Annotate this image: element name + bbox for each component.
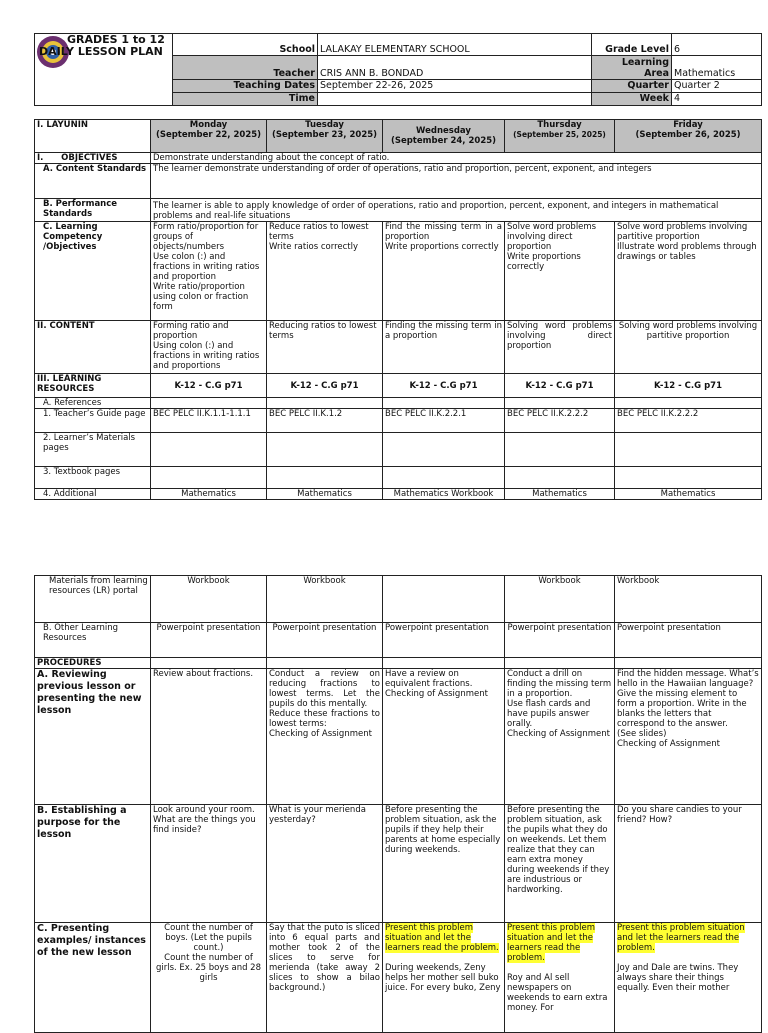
review-wednesday: Have a review on equivalent fractions. Checking of Assignment <box>383 669 505 805</box>
content-monday: Forming ratio and proportion Using colon (:) and fractions in writing ratios and proportions <box>151 321 267 374</box>
grade-value: 6 <box>672 34 762 56</box>
review-thursday: Conduct a drill on finding the missing term in a proportion. Use flash cards and have pupils answer orally. Checking of Assignment <box>505 669 615 805</box>
lesson-plan-table-part2 <box>34 575 762 1033</box>
lesson-plan-header <box>34 33 762 106</box>
school-label: School <box>173 34 318 56</box>
presenting-thursday-problem: Roy and Al sell newspapers on weekends to earn extra money. For <box>507 973 608 1013</box>
tg-wednesday: BEC PELC II.K.2.2.1 <box>383 409 505 433</box>
time-value <box>318 93 592 106</box>
competency-thursday: Solve word problems involving direct proportion Write proportions correctly <box>505 222 615 321</box>
review-label: A. Reviewing previous lesson or presenting the new lesson <box>35 669 151 805</box>
lr-thursday: Workbook <box>505 576 615 623</box>
other-resources-label: B. Other Learning Resources <box>35 623 151 658</box>
other-wednesday: Powerpoint presentation <box>383 623 505 658</box>
lr-friday: Workbook <box>615 576 762 623</box>
resources-thursday: K-12 - C.G p71 <box>505 374 615 398</box>
teachers-guide-label: 1. Teacher’s Guide page <box>35 409 151 433</box>
tg-friday: BEC PELC II.K.2.2.2 <box>615 409 762 433</box>
review-tuesday: Conduct a review on reducing fractions to lowest terms. Let the pupils do this mentally. Reduce these fractions to lowest terms: Checking of Assignment <box>267 669 383 805</box>
header-title-cell <box>35 34 173 106</box>
resources-wednesday: K-12 - C.G p71 <box>383 374 505 398</box>
day-header-monday: Monday (September 22, 2025) <box>151 120 267 153</box>
week-label: Week <box>592 93 672 106</box>
lesson-plan-table-part1 <box>34 119 762 500</box>
additional-friday: Mathematics <box>615 489 762 500</box>
objectives-text: Demonstrate understanding about the concept of ratio. <box>151 153 762 164</box>
teacher-value: CRIS ANN B. BONDAD <box>318 56 592 80</box>
presenting-wednesday <box>383 923 505 1033</box>
quarter-value: Quarter 2 <box>672 80 762 93</box>
content-wednesday: Finding the missing term in a proportion <box>383 321 505 374</box>
competency-tuesday: Reduce ratios to lowest terms Write ratios correctly <box>267 222 383 321</box>
other-thursday: Powerpoint presentation <box>505 623 615 658</box>
review-friday: Find the hidden message. What’s hello in the Hawaiian language? Give the missing element to form a proportion. Write in the blanks the letters that correspond to the answer. (See slides) Checking of Assignment <box>615 669 762 805</box>
competency-friday: Solve word problems involving partitive proportion Illustrate word problems through drawings or tables <box>615 222 762 321</box>
lr-monday: Workbook <box>151 576 267 623</box>
layunin-label: I. LAYUNIN <box>35 120 151 153</box>
additional-monday: Mathematics <box>151 489 267 500</box>
highlighted-instruction: Present this problem situation and let the learners read the problem. <box>385 923 499 953</box>
teacher-label: Teacher <box>173 56 318 80</box>
objectives-label: I. OBJECTIVES <box>35 153 151 164</box>
purpose-tuesday: What is your merienda yesterday? <box>267 805 383 923</box>
highlighted-instruction: Present this problem situation and let the learners read the problem. <box>617 923 745 953</box>
tg-thursday: BEC PELC II.K.2.2.2 <box>505 409 615 433</box>
tg-tuesday: BEC PELC II.K.1.2 <box>267 409 383 433</box>
resources-tuesday: K-12 - C.G p71 <box>267 374 383 398</box>
other-tuesday: Powerpoint presentation <box>267 623 383 658</box>
content-thursday: Solving word problems involving direct proportion <box>505 321 615 374</box>
competency-label: C. Learning Competency /Objectives <box>35 222 151 321</box>
header-title-line1: GRADES 1 to 12 <box>67 33 165 46</box>
week-value: 4 <box>672 93 762 106</box>
presenting-wednesday-problem: During weekends, Zeny helps her mother sell buko juice. For every buko, Zeny <box>385 963 501 993</box>
content-label: II. CONTENT <box>35 321 151 374</box>
additional-label: 4. Additional <box>35 489 151 500</box>
other-friday: Powerpoint presentation <box>615 623 762 658</box>
dates-value: September 22-26, 2025 <box>318 80 592 93</box>
performance-standards-text: The learner is able to apply knowledge of order of operations, ratio and proportion, percent, exponent, and integers in mathematical problems and real-life situations <box>151 199 762 222</box>
presenting-tuesday: Say that the puto is sliced into 6 equal parts and mother took 2 of the slices to serve for merienda (take away 2 slices to show a bilao background.) <box>267 923 383 1033</box>
resources-monday: K-12 - C.G p71 <box>151 374 267 398</box>
area-value: Mathematics <box>672 56 762 80</box>
content-standards-text: The learner demonstrate understanding of order of operations, ratio and proportion, percent, exponent, and integers <box>151 164 762 199</box>
additional-wednesday: Mathematics Workbook <box>383 489 505 500</box>
tg-monday: BEC PELC II.K.1.1-1.1.1 <box>151 409 267 433</box>
additional-tuesday: Mathematics <box>267 489 383 500</box>
day-header-thursday: Thursday (September 25, 2025) <box>505 120 615 153</box>
competency-monday: Form ratio/proportion for groups of objects/numbers Use colon (:) and fractions in writing ratios and proportion Write ratio/proportion using colon or fraction form <box>151 222 267 321</box>
grade-label: Grade Level <box>592 34 672 56</box>
presenting-friday <box>615 923 762 1033</box>
purpose-monday: Look around your room. What are the things you find inside? <box>151 805 267 923</box>
header-title-line2: DAILY LESSON PLAN <box>39 45 163 58</box>
presenting-friday-problem: Joy and Dale are twins. They always share their things equally. Even their mother <box>617 963 739 993</box>
presenting-thursday <box>505 923 615 1033</box>
presenting-label: C. Presenting examples/ instances of the new lesson <box>35 923 151 1033</box>
purpose-thursday: Before presenting the problem situation, ask the pupils what they do on weekends. Let them realize that they can earn extra money during weekends if they are industrious or hardworking. <box>505 805 615 923</box>
performance-standards-label: B. Performance Standards <box>35 199 151 222</box>
purpose-label: B. Establishing a purpose for the lesson <box>35 805 151 923</box>
content-friday: Solving word problems involving partitive proportion <box>615 321 762 374</box>
additional-thursday: Mathematics <box>505 489 615 500</box>
day-header-wednesday: Wednesday (September 24, 2025) <box>383 120 505 153</box>
day-header-tuesday: Tuesday (September 23, 2025) <box>267 120 383 153</box>
lr-portal-label: Materials from learning resources (LR) portal <box>35 576 151 623</box>
day-header-friday: Friday (September 26, 2025) <box>615 120 762 153</box>
competency-wednesday: Find the missing term in a proportion Write proportions correctly <box>383 222 505 321</box>
lr-tuesday: Workbook <box>267 576 383 623</box>
lr-wednesday <box>383 576 505 623</box>
textbook-label: 3. Textbook pages <box>35 467 151 489</box>
review-monday: Review about fractions. <box>151 669 267 805</box>
highlighted-instruction: Present this problem situation and let the learners read the problem. <box>507 923 595 963</box>
area-label: Learning Area <box>592 56 672 80</box>
presenting-monday: Count the number of boys. (Let the pupils count.) Count the number of girls. Ex. 25 boys and 28 girls <box>151 923 267 1033</box>
dates-label: Teaching Dates <box>173 80 318 93</box>
quarter-label: Quarter <box>592 80 672 93</box>
content-standards-label: A. Content Standards <box>35 164 151 199</box>
references-label: A. References <box>35 398 151 409</box>
other-monday: Powerpoint presentation <box>151 623 267 658</box>
content-tuesday: Reducing ratios to lowest terms <box>267 321 383 374</box>
learners-materials-label: 2. Learner’s Materials pages <box>35 433 151 467</box>
school-value: LALAKAY ELEMENTARY SCHOOL <box>318 34 592 56</box>
resources-label: III. LEARNING RESOURCES <box>35 374 151 398</box>
purpose-friday: Do you share candies to your friend? How? <box>615 805 762 923</box>
time-label: Time <box>173 93 318 106</box>
purpose-wednesday: Before presenting the problem situation, ask the pupils if they help their parents at home especially during weekends. <box>383 805 505 923</box>
procedures-label: PROCEDURES <box>35 658 151 669</box>
resources-friday: K-12 - C.G p71 <box>615 374 762 398</box>
